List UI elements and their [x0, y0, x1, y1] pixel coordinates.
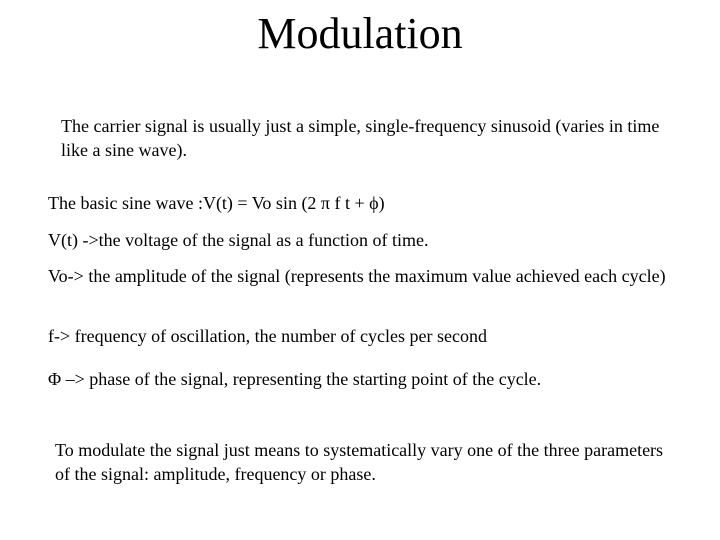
frequency-definition: f-> frequency of oscillation, the number of cycles per second	[48, 326, 487, 346]
amplitude-definition: Vo-> the amplitude of the signal (represents the maximum value achieved each cycle)	[48, 266, 666, 286]
modulation-paragraph: To modulate the signal just means to systematically vary one of the three parameters of the signal: amplitude, frequency or phase.	[55, 440, 664, 484]
sine-wave-formula: The basic sine wave :V(t) = Vo sin (2 π f t + ϕ)	[48, 193, 385, 213]
carrier-paragraph: The carrier signal is usually just a simple, single-frequency sinusoid (varies in time like a sine wave).	[61, 116, 660, 160]
voltage-definition: V(t) ->the voltage of the signal as a function of time.	[48, 230, 429, 250]
phase-definition: Φ –> phase of the signal, representing the starting point of the cycle.	[48, 369, 542, 389]
slide-title: Modulation	[257, 9, 463, 58]
